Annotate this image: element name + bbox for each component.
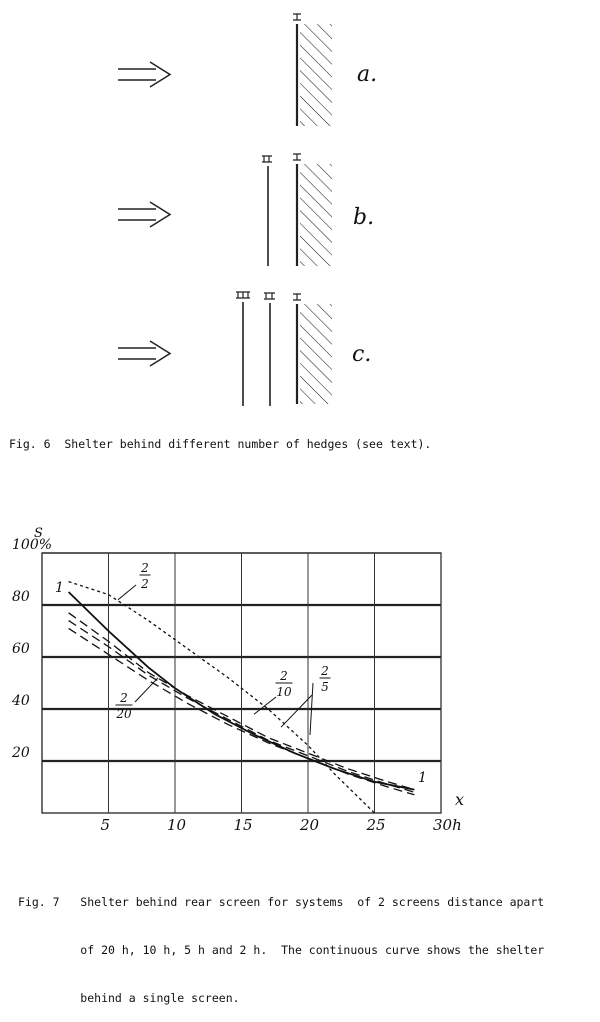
annotation-denominator: 5 — [321, 680, 329, 694]
y-tick-label: 80 — [12, 589, 30, 605]
figure-7-caption-line: of 20 h, 10 h, 5 h and 2 h. The continuous curve shows the shelter — [18, 943, 545, 957]
chart-grid — [42, 553, 441, 813]
annotation-1-start: 1 — [55, 580, 64, 596]
leader-line — [118, 585, 136, 600]
annotation-numerator: 2 — [141, 561, 149, 575]
wind-arrow-icon — [118, 202, 170, 227]
leader-line — [135, 678, 158, 702]
panel-c — [118, 292, 332, 406]
panel-c-label: c. — [352, 342, 372, 367]
annotation-2-10 — [276, 669, 293, 699]
y-tick-label: 20 — [12, 745, 30, 761]
annotation-denominator: 2 — [141, 577, 149, 591]
annotation-2-20 — [115, 691, 132, 721]
hedge-second-screen — [264, 293, 275, 406]
panel-a-label: a. — [357, 62, 378, 87]
annotation-denominator: 10 — [276, 685, 292, 699]
panel-a — [118, 14, 332, 126]
y-tick-label: 100% — [12, 537, 53, 553]
x-axis-label: x — [455, 790, 465, 809]
series-line-2-2 — [69, 582, 375, 813]
x-tick-label: 20 — [300, 816, 320, 834]
hedge-rear-screen — [293, 154, 301, 266]
annotation-1-end: 1 — [418, 769, 427, 786]
hedge-rear-screen — [293, 294, 301, 404]
y-axis-label: S — [34, 526, 43, 541]
leader-line — [281, 695, 312, 727]
hedge-rear-screen — [293, 14, 301, 126]
figure-7-caption — [18, 862, 544, 1022]
hedge-first-screen — [236, 292, 250, 406]
figure-6-drawing — [0, 0, 600, 420]
figure-6-caption: Fig. 6 Shelter behind different number of hedges (see text). — [9, 437, 432, 451]
figure-7-chart — [0, 525, 600, 845]
annotation-numerator: 2 — [280, 669, 288, 683]
y-tick-label: 60 — [12, 641, 30, 657]
annotation-2-2 — [140, 561, 151, 591]
figure-7-caption-line: Fig. 7 Shelter behind rear screen for systems of 2 screens distance apart — [18, 895, 545, 909]
annotation-2-5 — [320, 664, 331, 694]
annotation-denominator: 20 — [116, 707, 132, 721]
x-tick-label: 10 — [167, 816, 187, 834]
panel-b — [118, 154, 332, 266]
leader-line — [254, 697, 276, 714]
sheltered-zone-hatch — [300, 304, 332, 404]
sheltered-zone-hatch — [300, 164, 332, 266]
figure-7-caption-line: behind a single screen. — [18, 991, 240, 1005]
annotation-numerator: 2 — [120, 691, 128, 705]
chart-annotations — [55, 561, 427, 786]
sheltered-zone-hatch — [300, 24, 332, 126]
wind-arrow-icon — [118, 62, 170, 87]
x-tick-label: 15 — [233, 816, 253, 834]
x-tick-label: 30h — [433, 816, 462, 834]
wind-arrow-icon — [118, 341, 170, 366]
y-tick-label: 40 — [12, 693, 30, 709]
x-tick-label: 25 — [366, 816, 386, 834]
annotation-numerator: 2 — [321, 664, 329, 678]
panel-b-label: b. — [353, 205, 375, 230]
hedge-front-screen — [262, 156, 272, 266]
x-tick-label: 5 — [100, 816, 111, 834]
